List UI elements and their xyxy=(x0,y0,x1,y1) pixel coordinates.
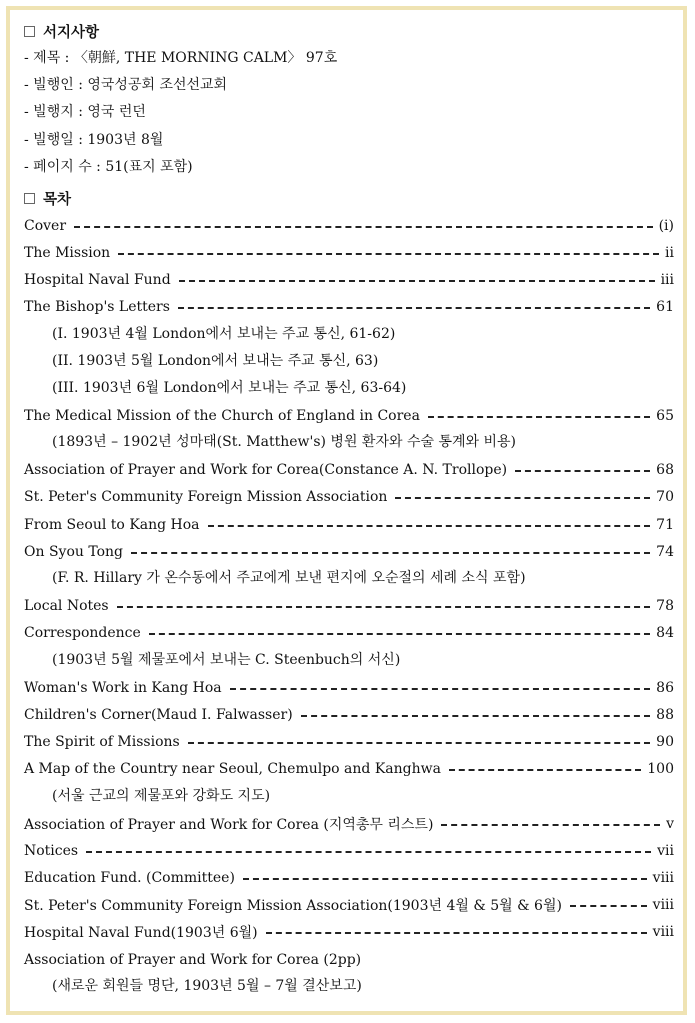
bib-item: - 빌행인 : 영국성공회 조선선교회 xyxy=(24,77,228,94)
dash-leader xyxy=(570,905,647,907)
toc-entry-title: Association of Prayer and Work for Corea (지역총무 리스트) xyxy=(24,816,434,833)
dash-leader xyxy=(428,416,650,418)
dash-leader xyxy=(449,769,641,771)
toc-entry-title: Association of Prayer and Work for Corea (2pp) xyxy=(24,951,362,968)
checkbox-square-icon xyxy=(24,26,35,37)
dash-leader xyxy=(117,606,651,608)
toc-entry-title: Hospital Naval Fund xyxy=(24,271,171,288)
bib-item: - 페이지 수 : 51(표지 포함) xyxy=(24,158,193,175)
toc-entry xyxy=(24,701,674,728)
toc-entry xyxy=(24,620,674,647)
bib-item: - 제목 : 〈朝鮮, THE MORNING CALM〉 97호 xyxy=(24,50,338,66)
dash-leader xyxy=(301,715,650,717)
toc-note: (1893년 – 1902년 성마태(St. Matthew's) 병원 환자와 수술 통계와 비용) xyxy=(52,434,516,451)
toc-entry xyxy=(24,810,674,837)
toc-entry-page: vii xyxy=(657,842,674,859)
toc-entry-page: 70 xyxy=(656,489,674,506)
toc-entry xyxy=(24,294,674,321)
toc-entry xyxy=(24,511,674,538)
toc-entry xyxy=(24,484,674,511)
toc-entry-page: 65 xyxy=(656,407,674,424)
toc-entry-page: 84 xyxy=(656,625,674,642)
toc-entry-title: The Mission xyxy=(24,244,111,261)
document-content xyxy=(24,18,674,1000)
toc-entry xyxy=(24,946,674,973)
toc-entry-page: viii xyxy=(652,870,674,887)
toc-entry-page: 74 xyxy=(656,543,674,560)
toc-entry xyxy=(24,892,674,919)
toc-entry-page: 90 xyxy=(656,734,674,751)
toc-entry-page: ii xyxy=(665,244,674,261)
toc-entry-page: viii xyxy=(652,897,674,914)
dash-leader xyxy=(179,280,655,282)
dash-leader xyxy=(131,552,650,554)
dash-leader xyxy=(266,932,647,934)
toc-note: (III. 1903년 6월 London에서 보내는 주교 통신, 63-64) xyxy=(52,380,407,397)
toc-entry-title: St. Peter's Community Foreign Mission Association(1903년 4월 & 5월 & 6월) xyxy=(24,898,562,915)
bib-item: - 빌행지 : 영국 런던 xyxy=(24,104,146,121)
toc-entry xyxy=(24,837,674,864)
toc-heading-label: 목차 xyxy=(43,190,72,208)
toc-note: (새로운 회원들 명단, 1903년 5월 – 7월 결산보고) xyxy=(52,978,362,995)
toc-entry xyxy=(24,593,674,620)
dash-leader xyxy=(86,851,651,853)
toc-entry-title: Local Notes xyxy=(24,598,109,615)
toc-list xyxy=(24,212,674,1000)
dash-leader xyxy=(208,525,651,527)
toc-entry xyxy=(24,729,674,756)
toc-entry-page: viii xyxy=(652,924,674,941)
toc-entry-title: On Syou Tong xyxy=(24,543,123,560)
toc-entry-title: St. Peter's Community Foreign Mission Association xyxy=(24,489,388,506)
toc-entry-page: 78 xyxy=(656,598,674,615)
dash-leader xyxy=(395,497,650,499)
bib-heading-label: 서지사항 xyxy=(43,24,100,41)
toc-entry-title: A Map of the Country near Seoul, Chemulpo and Kanghwa xyxy=(24,761,441,778)
dash-leader xyxy=(230,688,651,690)
toc-entry-page: (i) xyxy=(658,217,674,234)
toc-entry xyxy=(24,457,674,484)
bib-item: - 빌행일 : 1903년 8월 xyxy=(24,131,164,148)
toc-entry xyxy=(24,266,674,293)
dash-leader xyxy=(441,824,660,826)
dash-leader xyxy=(243,878,647,880)
toc-entry xyxy=(24,538,674,565)
toc-entry-title: Notices xyxy=(24,842,79,859)
toc-entry-title: The Spirit of Missions xyxy=(24,734,180,751)
toc-note: (F. R. Hillary 가 온수동에서 주교에게 보낸 편지에 오순절의 세례 소식 포함) xyxy=(52,570,526,587)
toc-entry-page: iii xyxy=(660,271,674,288)
dash-leader xyxy=(149,633,650,635)
toc-entry-title: From Seoul to Kang Hoa xyxy=(24,516,200,533)
toc-entry xyxy=(24,212,674,239)
toc-entry xyxy=(24,919,674,946)
toc-entry-title: Education Fund. (Committee) xyxy=(24,870,235,887)
bib-heading xyxy=(24,18,674,45)
toc-note: (1903년 5월 제물포에서 보내는 C. Steenbuch의 서신) xyxy=(52,651,401,668)
bib-list xyxy=(24,45,674,181)
toc-entry-page: 86 xyxy=(656,679,674,696)
toc-entry-page: 71 xyxy=(656,516,674,533)
toc-entry xyxy=(24,674,674,701)
toc-heading xyxy=(24,185,674,212)
toc-entry-title: Cover xyxy=(24,217,67,234)
dash-leader xyxy=(74,226,653,228)
toc-entry-page: 68 xyxy=(656,462,674,479)
toc-entry-title: Hospital Naval Fund(1903년 6월) xyxy=(24,925,258,942)
toc-entry-page: 88 xyxy=(656,706,674,723)
toc-entry-title: Association of Prayer and Work for Corea(Constance A. N. Trollope) xyxy=(24,462,508,479)
dash-leader xyxy=(178,307,650,309)
toc-note: (I. 1903년 4월 London에서 보내는 주교 통신, 61-62) xyxy=(52,325,396,342)
dash-leader xyxy=(118,253,659,255)
toc-entry-page: 100 xyxy=(647,761,674,778)
toc-entry xyxy=(24,864,674,891)
dash-leader xyxy=(188,742,650,744)
toc-note: (II. 1903년 5월 London에서 보내는 주교 통신, 63) xyxy=(52,352,379,369)
toc-entry-page: 61 xyxy=(656,299,674,316)
toc-entry-title: The Medical Mission of the Church of England in Corea xyxy=(24,407,420,424)
checkbox-square-icon xyxy=(24,193,35,204)
toc-entry xyxy=(24,756,674,783)
toc-note: (서울 근교의 제물포와 강화도 지도) xyxy=(52,787,271,804)
toc-entry-page: v xyxy=(666,815,674,832)
toc-entry xyxy=(24,239,674,266)
toc-entry xyxy=(24,402,674,429)
toc-entry-title: Woman's Work in Kang Hoa xyxy=(24,679,222,696)
document-frame xyxy=(6,6,687,1015)
dash-leader xyxy=(515,470,650,472)
toc-entry-title: Correspondence xyxy=(24,625,141,642)
toc-entry-title: Children's Corner(Maud I. Falwasser) xyxy=(24,706,293,723)
toc-entry-title: The Bishop's Letters xyxy=(24,299,170,316)
